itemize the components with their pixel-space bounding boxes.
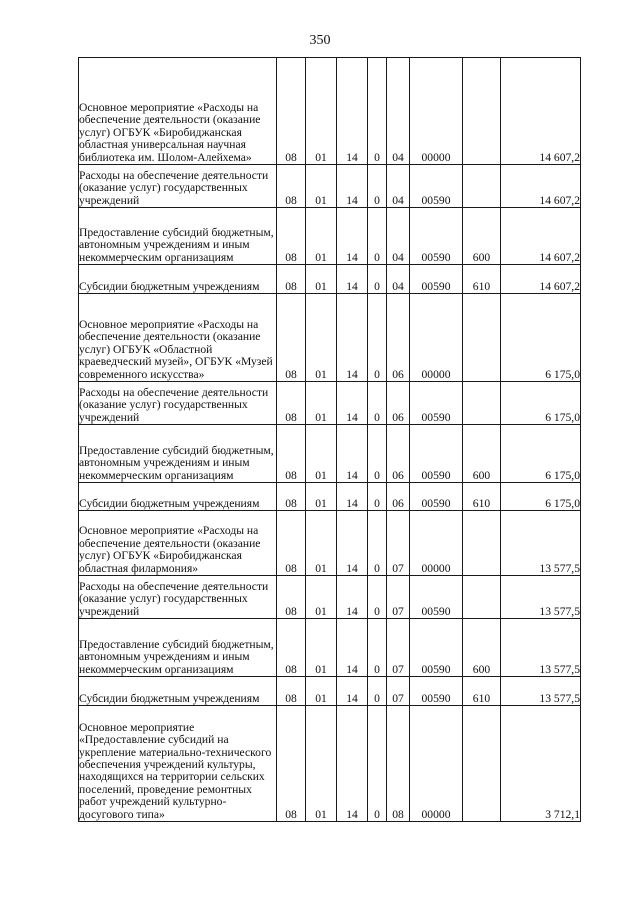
row-name: Предоставление субсидий бюджетным, автономным учреждениям и иным некоммерческим организациям xyxy=(79,425,277,483)
code-cell: 14 xyxy=(337,382,368,425)
code-cell: 0 xyxy=(368,208,387,265)
sum-cell: 14 607,2 xyxy=(501,265,581,294)
code-cell: 00590 xyxy=(410,483,463,511)
code-cell xyxy=(463,576,501,619)
code-cell: 06 xyxy=(387,382,410,425)
code-cell: 01 xyxy=(306,677,337,706)
code-cell: 14 xyxy=(337,425,368,483)
sum-cell: 6 175,0 xyxy=(501,382,581,425)
code-cell: 600 xyxy=(463,619,501,677)
code-cell: 14 xyxy=(337,706,368,822)
code-cell: 06 xyxy=(387,483,410,511)
code-cell: 610 xyxy=(463,265,501,294)
code-cell: 01 xyxy=(306,706,337,822)
code-cell: 04 xyxy=(387,58,410,165)
sum-cell: 13 577,5 xyxy=(501,677,581,706)
sum-cell: 14 607,2 xyxy=(501,58,581,165)
sum-cell: 6 175,0 xyxy=(501,483,581,511)
code-cell: 0 xyxy=(368,511,387,576)
code-cell: 01 xyxy=(306,265,337,294)
row-name: Предоставление субсидий бюджетным, автономным учреждениям и иным некоммерческим организациям xyxy=(79,619,277,677)
code-cell: 08 xyxy=(277,294,306,382)
code-cell: 07 xyxy=(387,677,410,706)
code-cell: 07 xyxy=(387,576,410,619)
table-row xyxy=(79,483,581,511)
code-cell: 08 xyxy=(277,382,306,425)
code-cell: 600 xyxy=(463,425,501,483)
code-cell: 0 xyxy=(368,425,387,483)
code-cell: 08 xyxy=(277,511,306,576)
sum-cell: 13 577,5 xyxy=(501,511,581,576)
code-cell: 01 xyxy=(306,576,337,619)
code-cell: 00000 xyxy=(410,511,463,576)
code-cell: 00590 xyxy=(410,265,463,294)
code-cell: 01 xyxy=(306,208,337,265)
code-cell xyxy=(463,382,501,425)
sum-cell: 6 175,0 xyxy=(501,294,581,382)
code-cell: 00000 xyxy=(410,706,463,822)
table-row xyxy=(79,511,581,576)
code-cell: 08 xyxy=(277,619,306,677)
row-name: Расходы на обеспечение деятельности (оказание услуг) государственных учреждений xyxy=(79,576,277,619)
code-cell: 00590 xyxy=(410,165,463,208)
code-cell: 08 xyxy=(277,58,306,165)
code-cell: 00590 xyxy=(410,382,463,425)
code-cell: 0 xyxy=(368,677,387,706)
code-cell: 01 xyxy=(306,294,337,382)
code-cell xyxy=(463,58,501,165)
code-cell: 01 xyxy=(306,382,337,425)
code-cell: 0 xyxy=(368,382,387,425)
code-cell: 0 xyxy=(368,576,387,619)
code-cell xyxy=(463,706,501,822)
row-name: Предоставление субсидий бюджетным, автономным учреждениям и иным некоммерческим организациям xyxy=(79,208,277,265)
row-name: Расходы на обеспечение деятельности (оказание услуг) государственных учреждений xyxy=(79,165,277,208)
code-cell: 08 xyxy=(277,576,306,619)
code-cell: 14 xyxy=(337,265,368,294)
code-cell xyxy=(463,511,501,576)
table-row xyxy=(79,265,581,294)
sum-cell: 13 577,5 xyxy=(501,576,581,619)
code-cell: 14 xyxy=(337,165,368,208)
code-cell: 01 xyxy=(306,511,337,576)
code-cell: 08 xyxy=(387,706,410,822)
sum-cell: 6 175,0 xyxy=(501,425,581,483)
code-cell: 06 xyxy=(387,294,410,382)
code-cell: 0 xyxy=(368,165,387,208)
row-name: Основное мероприятие «Расходы на обеспечение деятельности (оказание услуг) ОГБУК «Биробиджанская областная универсальная научная библиотека им. Шолом-Алейхема» xyxy=(79,58,277,165)
code-cell: 08 xyxy=(277,425,306,483)
code-cell: 600 xyxy=(463,208,501,265)
code-cell: 0 xyxy=(368,58,387,165)
table-row xyxy=(79,208,581,265)
code-cell: 07 xyxy=(387,511,410,576)
code-cell: 01 xyxy=(306,58,337,165)
code-cell: 08 xyxy=(277,165,306,208)
table-row xyxy=(79,706,581,822)
code-cell: 04 xyxy=(387,265,410,294)
row-name: Субсидии бюджетным учреждениям xyxy=(79,677,277,706)
code-cell: 04 xyxy=(387,208,410,265)
code-cell: 14 xyxy=(337,619,368,677)
code-cell: 00590 xyxy=(410,619,463,677)
code-cell: 08 xyxy=(277,706,306,822)
table-row xyxy=(79,425,581,483)
code-cell xyxy=(463,294,501,382)
code-cell: 08 xyxy=(277,265,306,294)
code-cell: 00590 xyxy=(410,208,463,265)
code-cell: 14 xyxy=(337,58,368,165)
code-cell: 00590 xyxy=(410,576,463,619)
code-cell: 01 xyxy=(306,165,337,208)
table-row xyxy=(79,294,581,382)
code-cell: 14 xyxy=(337,208,368,265)
sum-cell: 3 712,1 xyxy=(501,706,581,822)
code-cell: 00590 xyxy=(410,425,463,483)
code-cell: 0 xyxy=(368,706,387,822)
sum-cell: 14 607,2 xyxy=(501,165,581,208)
sum-cell: 13 577,5 xyxy=(501,619,581,677)
table-row xyxy=(79,619,581,677)
row-name: Субсидии бюджетным учреждениям xyxy=(79,483,277,511)
table-row xyxy=(79,576,581,619)
code-cell: 0 xyxy=(368,483,387,511)
code-cell: 14 xyxy=(337,483,368,511)
table-row xyxy=(79,382,581,425)
code-cell: 14 xyxy=(337,677,368,706)
row-name: Расходы на обеспечение деятельности (оказание услуг) государственных учреждений xyxy=(79,382,277,425)
table-row xyxy=(79,677,581,706)
code-cell: 00000 xyxy=(410,294,463,382)
code-cell: 14 xyxy=(337,576,368,619)
code-cell: 610 xyxy=(463,483,501,511)
code-cell: 08 xyxy=(277,677,306,706)
code-cell: 610 xyxy=(463,677,501,706)
code-cell: 04 xyxy=(387,165,410,208)
row-name: Основное мероприятие «Расходы на обеспечение деятельности (оказание услуг) ОГБУК «Биробиджанская областная филармония» xyxy=(79,511,277,576)
code-cell: 14 xyxy=(337,294,368,382)
code-cell xyxy=(463,165,501,208)
row-name: Основное мероприятие «Предоставление субсидий на укрепление материально-технического обеспечения учреждений культуры, находящихся на территории сельских поселений, проведение ремонтных работ учреждений культурно-досугового типа» xyxy=(79,706,277,822)
code-cell: 08 xyxy=(277,483,306,511)
table-row xyxy=(79,58,581,165)
code-cell: 14 xyxy=(337,511,368,576)
sum-cell: 14 607,2 xyxy=(501,208,581,265)
code-cell: 07 xyxy=(387,619,410,677)
code-cell: 0 xyxy=(368,265,387,294)
code-cell: 01 xyxy=(306,425,337,483)
code-cell: 00000 xyxy=(410,58,463,165)
code-cell: 0 xyxy=(368,294,387,382)
code-cell: 01 xyxy=(306,619,337,677)
code-cell: 0 xyxy=(368,619,387,677)
code-cell: 06 xyxy=(387,425,410,483)
table-row xyxy=(79,165,581,208)
page-number: 350 xyxy=(309,33,331,48)
code-cell: 01 xyxy=(306,483,337,511)
budget-table xyxy=(78,57,581,822)
row-name: Основное мероприятие «Расходы на обеспечение деятельности (оказание услуг) ОГБУК «Областной краеведческий музей», ОГБУК «Музей современного искусства» xyxy=(79,294,277,382)
row-name: Субсидии бюджетным учреждениям xyxy=(79,265,277,294)
code-cell: 00590 xyxy=(410,677,463,706)
code-cell: 08 xyxy=(277,208,306,265)
